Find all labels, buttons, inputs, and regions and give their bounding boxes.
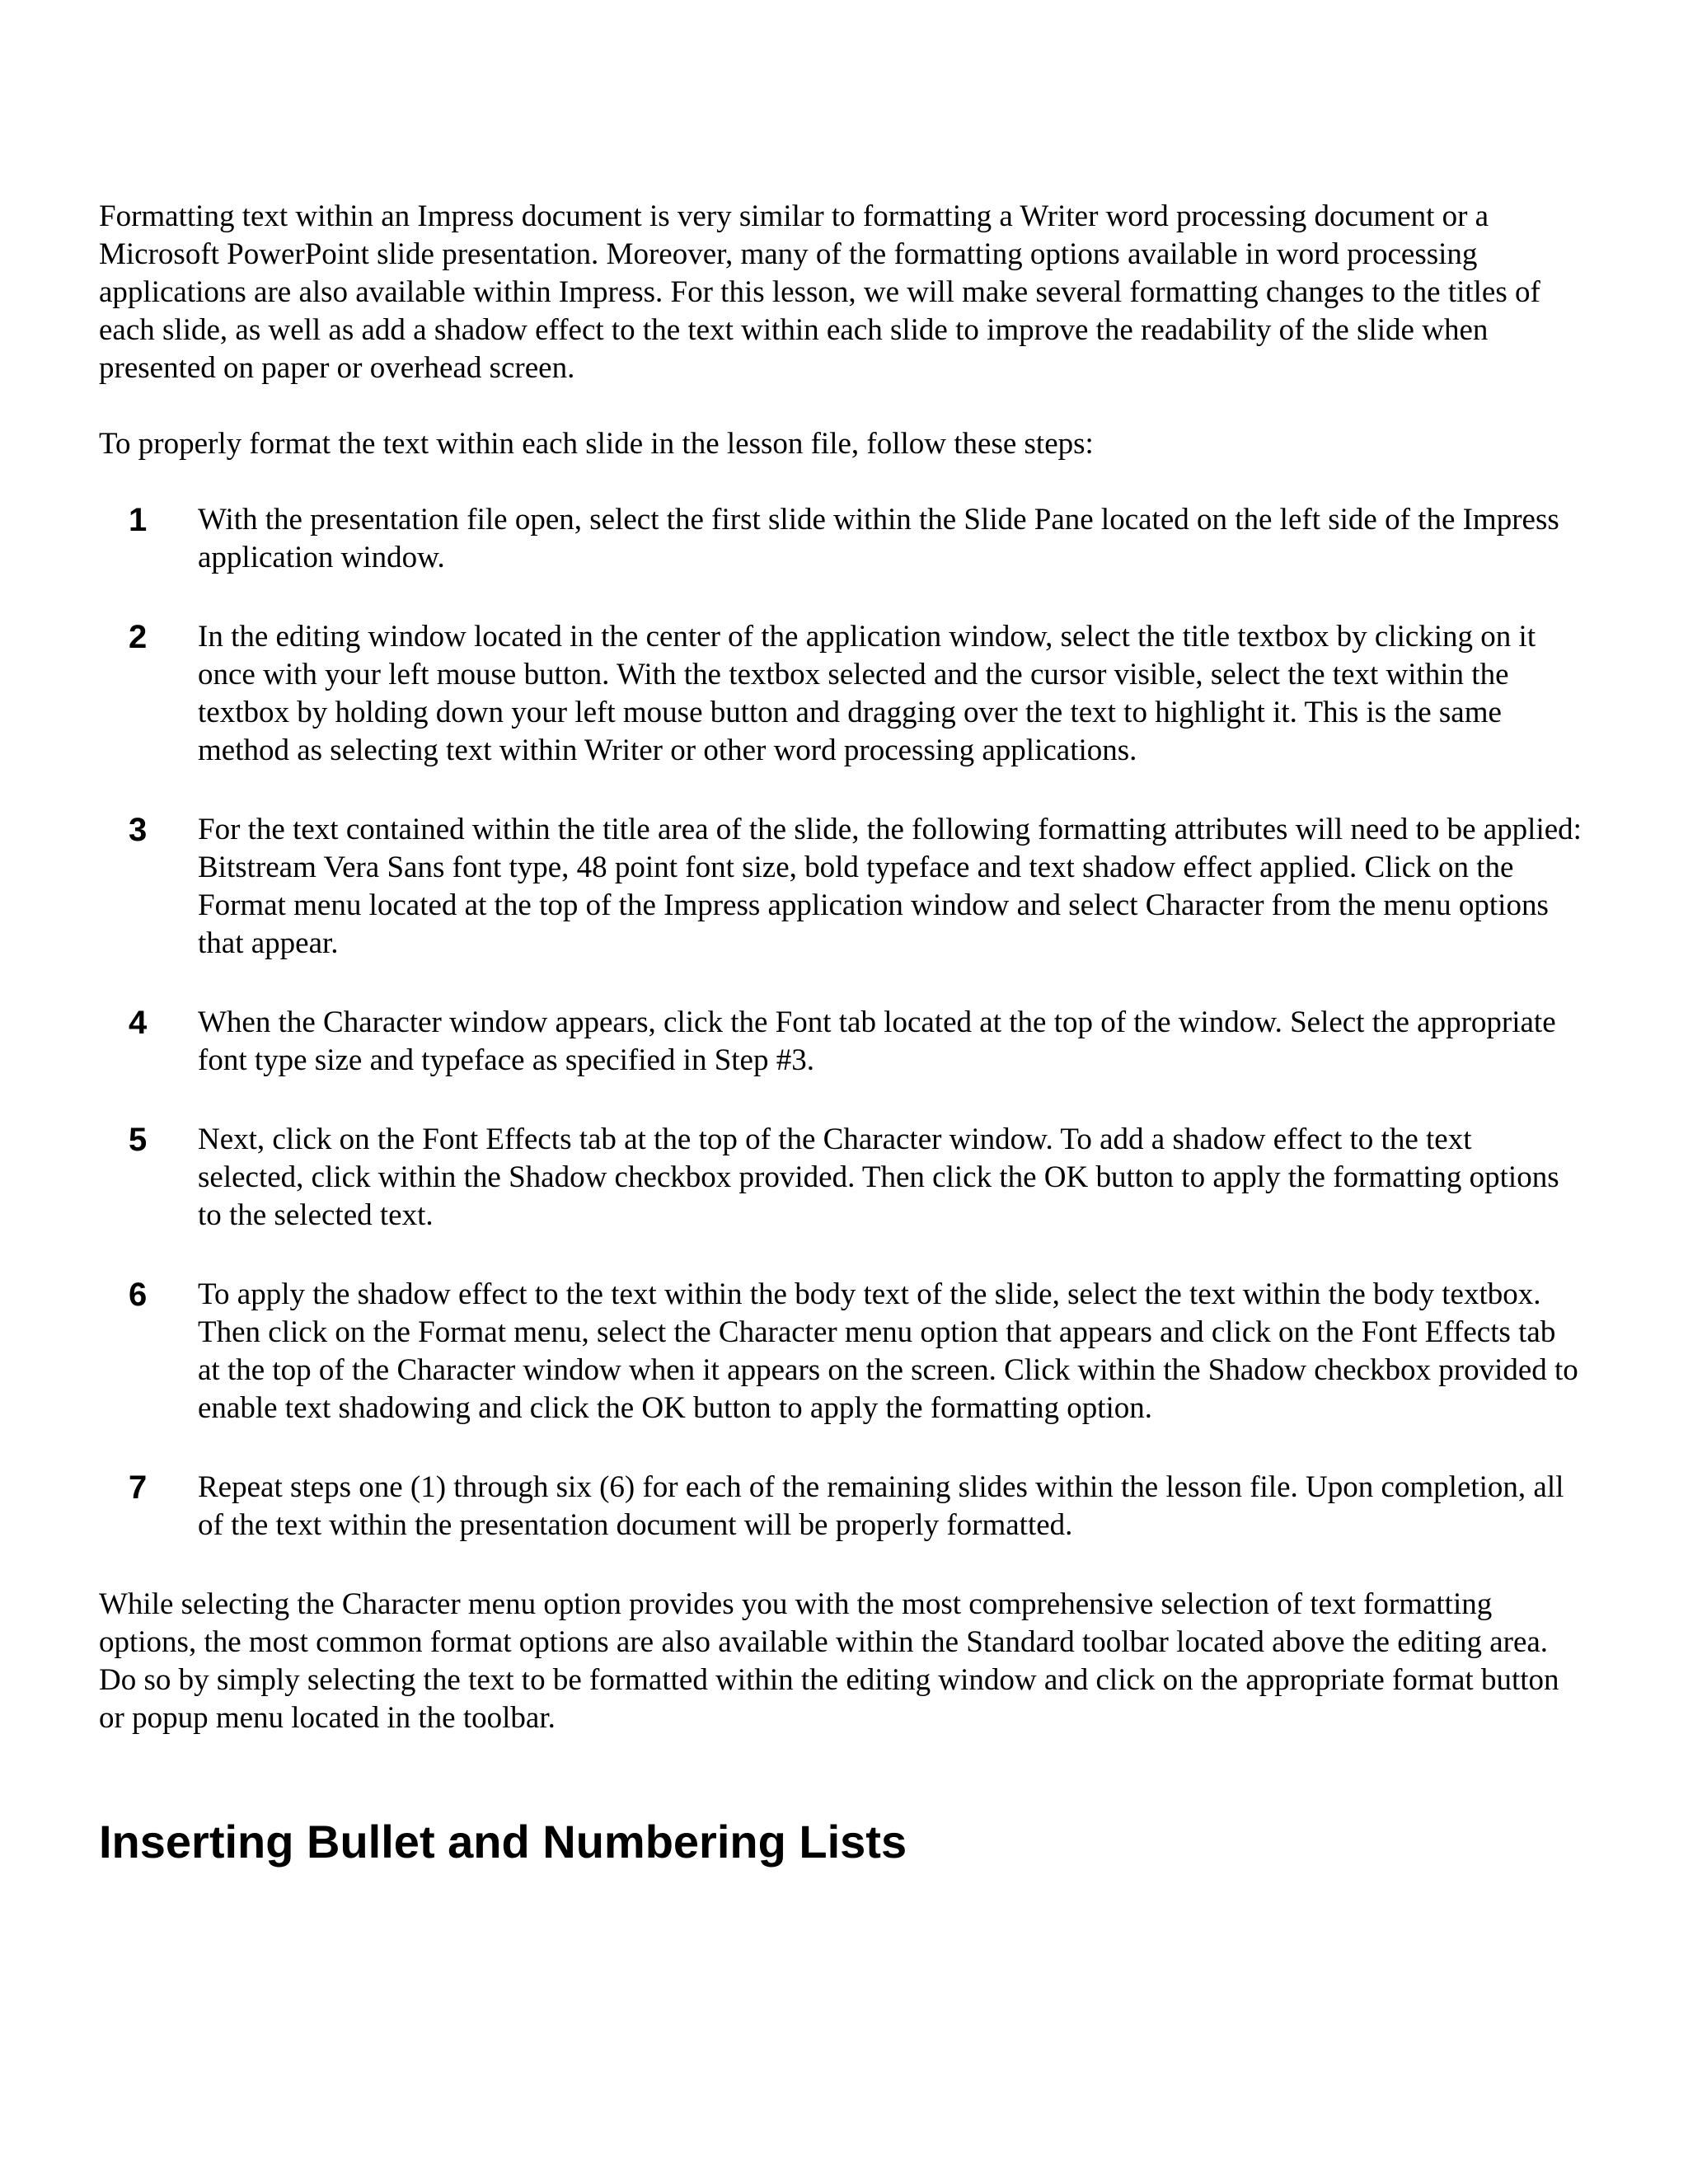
closing-paragraph: While selecting the Character menu option provides you with the most comprehensive selection of text formatting options, the most common format options are also available within the Standard toolbar located above the editing area. Do so by simply selecting the text to be formatted within the editing window and click on the appropriate format button or popup menu located in the toolbar. [99,1587,1559,1735]
section-heading: Inserting Bullet and Numbering Lists [99,1816,907,1868]
step-item [99,811,1582,963]
step-item [99,1004,1582,1080]
step-item [99,618,1582,770]
step-text: When the Character window appears, click the Font tab located at the top of the window. Select the appropriate font type size and typeface as specified in Step #3. [198,1005,1556,1077]
step-number: 3 [129,812,148,848]
step-number: 6 [129,1277,148,1313]
step-text: For the text contained within the title area of the slide, the following formatting attributes will need to be applied: Bitstream Vera Sans font type, 48 point font size, bold typeface and text shadow effect applied. Click on the Format menu located at the top of the Impress application window and select Character from the menu options that appear. [198,813,1582,960]
step-number: 1 [129,502,148,538]
step-item [99,1469,1582,1544]
step-item [99,501,1582,577]
step-number: 2 [129,619,148,655]
document-body [99,198,1582,1869]
step-number: 5 [129,1122,148,1158]
step-text: With the presentation file open, select the first slide within the Slide Pane located on the left side of the Impress application window. [198,503,1559,574]
step-text: Next, click on the Font Effects tab at the top of the Character window. To add a shadow effect to the text selected, click within the Shadow checkbox provided. Then click the OK button to apply the formatting options to the selected text. [198,1122,1559,1232]
step-item [99,1276,1582,1427]
step-text: Repeat steps one (1) through six (6) for each of the remaining slides within the lesson file. Upon completion, all of the text within the presentation document will be properly formatted. [198,1470,1564,1542]
steps-list [99,501,1582,1544]
intro-paragraph: Formatting text within an Impress document is very similar to formatting a Writer word processing document or a Microsoft PowerPoint slide presentation. Moreover, many of the formatting options available in word processing applications are also available within Impress. For this lesson, we will make several formatting changes to the titles of each slide, as well as add a shadow effect to the text within each slide to improve the readability of the slide when presented on paper or overhead screen. [99,199,1540,385]
step-item [99,1121,1582,1235]
steps-lead-paragraph: To properly format the text within each slide in the lesson file, follow these steps: [99,427,1094,461]
step-number: 7 [129,1469,148,1506]
step-number: 4 [129,1005,148,1041]
step-text: In the editing window located in the center of the application window, select the title textbox by clicking on it once with your left mouse button. With the textbox selected and the cursor visible, select the text within the textbox by holding down your left mouse button and dragging over the text to highlight it. This is the same method as selecting text within Writer or other word processing applications. [198,620,1536,767]
step-text: To apply the shadow effect to the text within the body text of the slide, select the text within the body textbox. Then click on the Format menu, select the Character menu option that appears and click on the Font Effects tab at the top of the Character window when it appears on the screen. Click within the Shadow checkbox provided to enable text shadowing and click the OK button to apply the formatting option. [198,1277,1578,1425]
